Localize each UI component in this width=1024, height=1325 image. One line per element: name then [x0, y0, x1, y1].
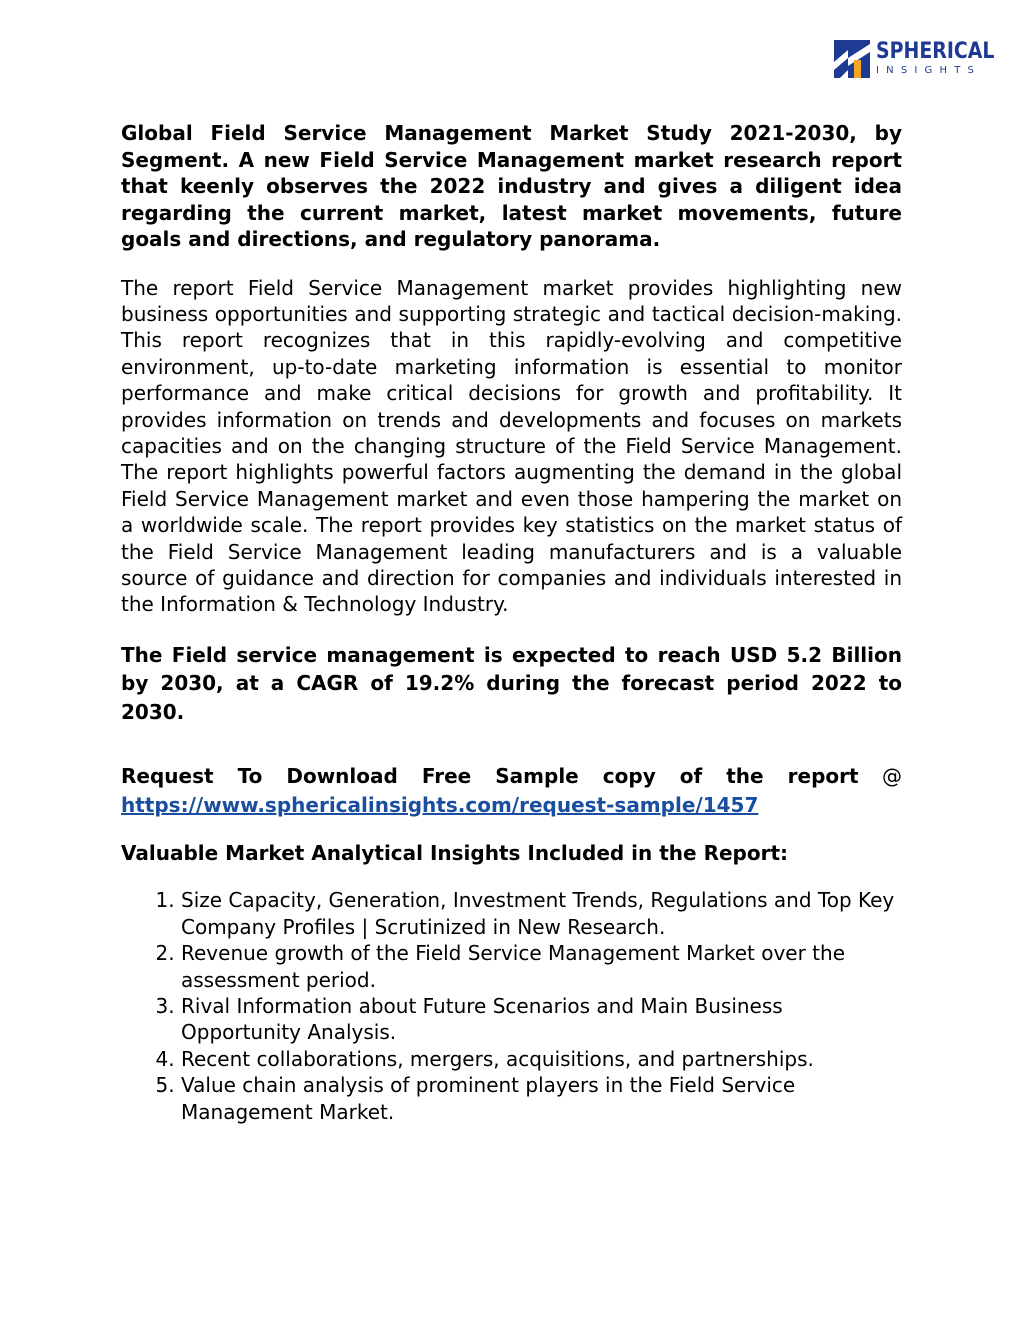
logo-name: SPHERICAL: [876, 39, 995, 64]
market-forecast-highlight: The Field service management is expected to reach USD 5.2 Billion by 2030, at a CAGR of 19.2% during the forecast period 2022 to 2030.: [121, 642, 902, 724]
list-item: 1. Size Capacity, Generation, Investment Trends, Regulations and Top Key Company Profiles | Scrutinized in New Research.: [181, 887, 902, 940]
document-body: [121, 120, 902, 1125]
list-item: 4. Recent collaborations, mergers, acquisitions, and partnerships.: [181, 1046, 902, 1072]
list-item: 2. Revenue growth of the Field Service Management Market over the assessment period.: [181, 940, 902, 993]
spherical-insights-logo-icon: [834, 40, 870, 78]
sample-request-label: Request To Download Free Sample copy of the report: [121, 764, 859, 789]
sample-request: [121, 762, 902, 819]
list-item: 5. Value chain analysis of prominent players in the Field Service Management Market.: [181, 1072, 902, 1125]
logo-subtitle: INSIGHTS: [876, 65, 982, 76]
list-item: 3. Rival Information about Future Scenarios and Main Business Opportunity Analysis.: [181, 993, 902, 1046]
sample-request-link[interactable]: https://www.sphericalinsights.com/request-sample/1457: [121, 792, 759, 817]
intro-heading: Global Field Service Management Market Study 2021-2030, by Segment. A new Field Service Management market research report that keenly observes the 2022 industry and gives a diligent idea regarding the current market, latest market movements, future goals and directions, and regulatory panorama.: [121, 121, 902, 251]
report-description: The report Field Service Management market provides highlighting new business opportunities and supporting strategic and tactical decision-making. This report recognizes that in this rapidly-evolving and competitive environment, up-to-date marketing information is essential to monitor performance and make critical decisions for growth and profitability. It provides information on trends and developments and focuses on markets capacities and on the changing structure of the Field Service Management. The report highlights powerful factors augmenting the demand in the global Field Service Management market and even those hampering the market on a worldwide scale. The report provides key statistics on the market status of the Field Service Management leading manufacturers and is a valuable source of guidance and direction for companies and individuals interested in the Information & Technology Industry.: [121, 275, 902, 617]
at-symbol: @: [882, 764, 902, 789]
company-logo: [834, 40, 1014, 78]
insights-title: Valuable Market Analytical Insights Included in the Report:: [121, 841, 789, 866]
insights-list: [121, 887, 902, 1125]
